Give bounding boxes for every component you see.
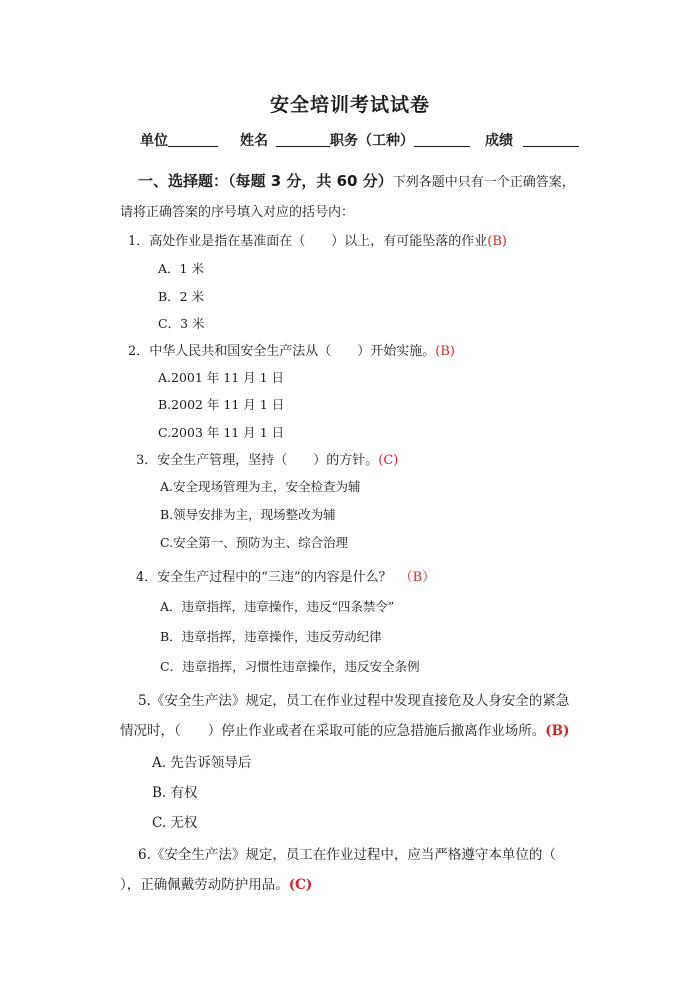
question-6-answer: (C) [288,877,313,893]
question-3-option-c: C.安全第一、预防为主、综合治理 [160,535,349,550]
question-5-option-a: A. 先告诉领导后 [152,755,252,771]
question-5-text: 情况时，（ ）停止作业或者在采取可能的应急措施后撤离作业场所。 [120,723,546,739]
question-6-line-1: 6.《安全生产法》规定，员工在作业过程中，应当严格遵守本单位的（ [138,847,556,863]
section-desc-a: 下列各题中只有一个正确答案， [392,175,575,190]
unit-label: 单位 [140,133,168,149]
question-2-answer: (B) [435,344,455,359]
question-5-option-b: B. 有权 [152,785,198,801]
question-5-line-2 [120,719,569,739]
question-2-text: 2．中华人民共和国安全生产法从（ ）开始实施。 [128,344,436,359]
unit-blank[interactable] [168,132,218,147]
question-2 [128,340,455,359]
question-3-option-a: A.安全现场管理为主，安全检查为辅 [160,479,361,494]
exam-title: 安全培训考试试卷 [269,94,430,116]
question-5-option-c: C. 无权 [152,815,198,831]
job-label: 职务（工种） [330,133,414,149]
section-heading: 一、选择题：（每题 3 分，共 60 分） [138,172,393,190]
unit-field[interactable] [140,130,218,150]
question-1-option-c: C．3 米 [158,316,205,331]
question-1-option-b: B．2 米 [158,289,205,304]
question-4-text: 4．安全生产过程中的“三违”的内容是什么？ [136,570,392,585]
name-field[interactable] [240,130,330,150]
question-5-line-1: 5.《安全生产法》规定，员工在作业过程中发现直接危及人身安全的紧急 [138,693,570,709]
name-label: 姓名 [240,133,268,149]
question-2-option-b: B.2002 年 11 月 1 日 [158,397,285,412]
score-field[interactable] [485,130,579,150]
question-2-option-c: C.2003 年 11 月 1 日 [158,425,285,440]
question-6-text: ），正确佩戴劳动防护用品。 [120,877,289,893]
question-3-text: 3．安全生产管理，坚持（ ）的方针。 [136,453,379,468]
question-5-answer: (B) [545,723,570,739]
question-1-option-a: A．1 米 [158,261,204,276]
name-blank[interactable] [276,132,330,147]
job-blank[interactable] [414,132,470,147]
question-4 [136,566,435,585]
score-label: 成绩 [485,133,513,149]
question-1 [128,230,507,249]
question-4-answer: （B） [399,570,436,585]
question-4-option-c: C．违章指挥，习惯性违章操作，违反安全条例 [160,659,420,674]
question-3-option-b: B.领导安排为主，现场整改为辅 [160,507,336,522]
question-4-option-b: B．违章指挥，违章操作，违反劳动纪律 [160,629,382,644]
question-3 [136,449,398,468]
question-2-option-a: A.2001 年 11 月 1 日 [158,370,285,385]
question-1-text: 1．高处作业是指在基准面在（ ）以上，有可能坠落的作业 [128,234,488,249]
question-3-answer: (C) [378,453,399,468]
section-desc-b: 请将正确答案的序号填入对应的括号内： [120,205,355,220]
section-heading-line [138,170,575,191]
score-blank[interactable] [523,132,579,147]
job-field[interactable] [330,130,470,150]
question-4-option-a: A．违章指挥，违章操作，违反“四条禁令” [160,599,395,614]
question-6-line-2 [120,873,312,893]
question-1-answer: (B) [487,234,507,249]
